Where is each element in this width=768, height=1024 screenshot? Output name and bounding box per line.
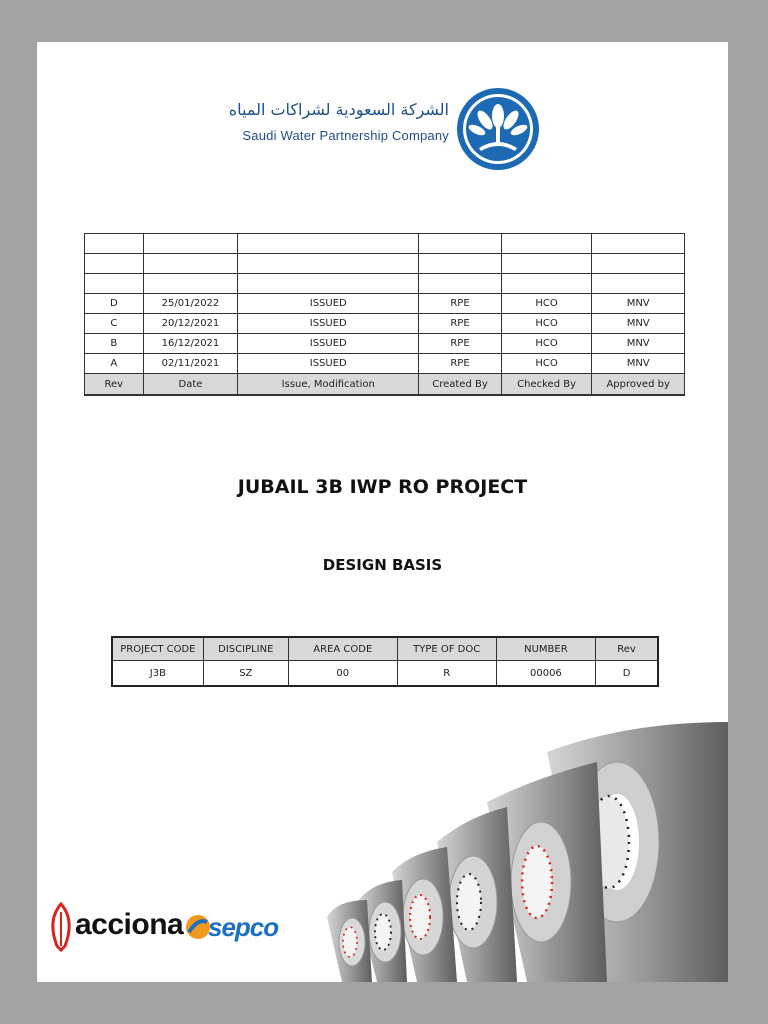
col-header-approved-by: Approved by	[592, 374, 685, 396]
col-header-date: Date	[143, 374, 238, 396]
type-of-doc-value: R	[397, 661, 496, 687]
table-row: D 25/01/2022 ISSUED RPE HCO MNV	[85, 294, 685, 314]
discipline-value: SZ	[203, 661, 288, 687]
col-header-rev: Rev	[596, 637, 658, 661]
sepco-logo: sepco	[208, 912, 279, 942]
col-header-issue: Issue, Modification	[238, 374, 419, 396]
table-row: B 16/12/2021 ISSUED RPE HCO MNV	[85, 334, 685, 354]
number-value: 00006	[496, 661, 595, 687]
swpc-emblem-icon	[455, 86, 541, 172]
col-header-rev: Rev	[85, 374, 144, 396]
col-header-checked-by: Checked By	[501, 374, 592, 396]
company-name-arabic: الشركة السعودية لشراكات المياه	[228, 100, 449, 119]
partner-logos	[45, 902, 295, 958]
acciona-leaf-icon	[45, 902, 77, 952]
pipes-illustration	[297, 722, 728, 982]
swpc-logo	[227, 86, 547, 172]
document-title: JUBAIL 3B IWP RO PROJECT	[237, 476, 528, 498]
rev-value: D	[596, 661, 658, 687]
revision-table-header	[85, 374, 685, 396]
table-row	[85, 274, 685, 294]
col-header-number: NUMBER	[496, 637, 595, 661]
document-page	[37, 42, 728, 982]
project-code-value: J3B	[112, 661, 203, 687]
col-header-discipline: DISCIPLINE	[203, 637, 288, 661]
table-row: A 02/11/2021 ISSUED RPE HCO MNV	[85, 354, 685, 374]
document-subtitle: DESIGN BASIS	[322, 556, 443, 574]
area-code-value: 00	[288, 661, 397, 687]
document-code-table	[111, 636, 659, 687]
revision-table	[84, 233, 685, 396]
table-row	[85, 254, 685, 274]
col-header-type-of-doc: TYPE OF DOC	[397, 637, 496, 661]
table-row: C 20/12/2021 ISSUED RPE HCO MNV	[85, 314, 685, 334]
col-header-created-by: Created By	[419, 374, 502, 396]
company-name-english: Saudi Water Partnership Company	[242, 128, 449, 143]
code-table-header	[112, 637, 658, 661]
table-row	[112, 661, 658, 687]
acciona-logo: acciona	[75, 908, 184, 941]
col-header-project-code: PROJECT CODE	[112, 637, 203, 661]
col-header-area-code: AREA CODE	[288, 637, 397, 661]
table-row	[85, 234, 685, 254]
